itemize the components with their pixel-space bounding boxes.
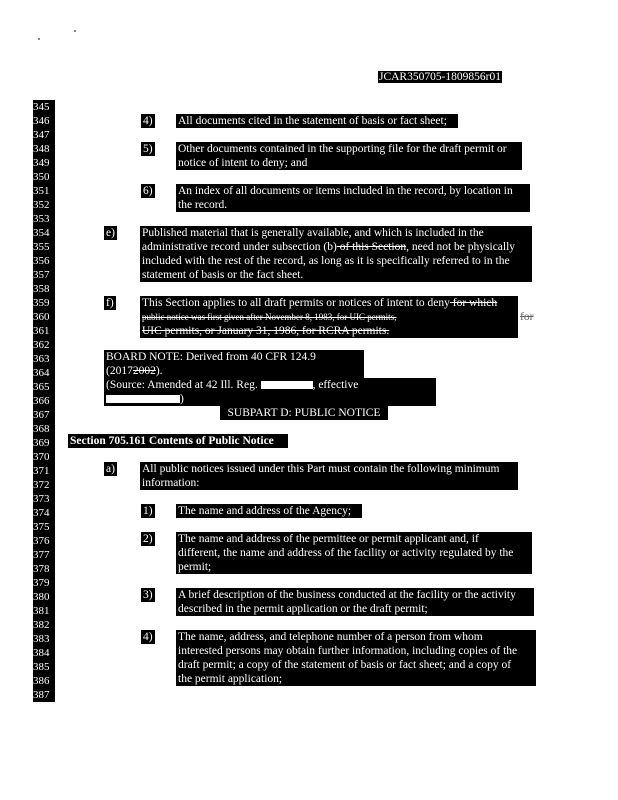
line-number: 346: [33, 114, 55, 128]
subsection-e-line: Published material that is generally available, and which is included in the: [142, 227, 484, 239]
item-4b-line: the permit application;: [178, 673, 283, 685]
line-number: 356: [33, 254, 55, 268]
struck-text: for which: [449, 297, 498, 309]
line-number: 349: [33, 156, 55, 170]
subsection-f-text: [140, 296, 518, 338]
line-number: 381: [33, 604, 55, 618]
subsection-e-line: administrative record under subsection (b) of this Section, need not be physically: [142, 241, 516, 253]
subsection-f-line: [142, 324, 516, 338]
line-number: 378: [33, 562, 55, 576]
scan-speck: [74, 30, 76, 32]
board-note: BOARD NOTE: Derived from 40 CFR 124.9 (20172002).: [104, 350, 364, 378]
item-marker: 1): [143, 505, 153, 517]
blank-field: [261, 381, 313, 389]
scan-speck: [38, 38, 40, 40]
item-4b-line: interested persons may obtain further information, including copies of the: [178, 645, 518, 657]
item-6-line: An index of all documents or items included in the record, by location in: [178, 185, 513, 197]
line-number: 353: [33, 212, 55, 226]
line-number: 354: [33, 226, 55, 240]
line-number: 374: [33, 506, 55, 520]
item-1-text: The name and address of the Agency;: [176, 504, 362, 518]
subsection-a-line: information:: [142, 477, 200, 489]
item-3-line: described in the permit application or the draft permit;: [178, 603, 428, 615]
line-number: 366: [33, 394, 55, 408]
line-number: 377: [33, 548, 55, 562]
line-number: 352: [33, 198, 55, 212]
line-number: 359: [33, 296, 55, 310]
subsection-f-tail: for: [520, 311, 534, 323]
line-number: 345: [33, 100, 55, 114]
line-number: 350: [33, 170, 55, 184]
line-number: 361: [33, 324, 55, 338]
line-number: 347: [33, 128, 55, 142]
line-number: 357: [33, 268, 55, 282]
subsection-marker: a): [106, 463, 115, 475]
item-4b-line: The name, address, and telephone number of a person from whom: [178, 631, 483, 643]
line-number: 370: [33, 450, 55, 464]
subsection-a-text: [140, 462, 518, 490]
line-number: 371: [33, 464, 55, 478]
line-number: 372: [33, 478, 55, 492]
item-marker: 4): [143, 115, 153, 127]
subpart-heading: SUBPART D: PUBLIC NOTICE: [220, 406, 388, 420]
source-note: (Source: Amended at 42 Ill. Reg. , effective ): [104, 378, 436, 406]
subsection-f-line: This Section applies to all draft permits or notices of intent to deny for which: [142, 297, 498, 309]
line-number: 383: [33, 632, 55, 646]
blank-field: [106, 395, 180, 403]
item-4b-line: draft permit; a copy of the statement of basis or fact sheet; and a copy of: [178, 659, 512, 671]
line-number: 386: [33, 674, 55, 688]
item-6-line: the record.: [178, 199, 228, 211]
item-3-line: A brief description of the business conducted at the facility or the activity: [178, 589, 516, 601]
item-6-text: [176, 184, 530, 212]
struck-text: 2002: [132, 365, 156, 377]
line-number: 362: [33, 338, 55, 352]
line-number: 363: [33, 352, 55, 366]
line-number: 355: [33, 240, 55, 254]
document-id-header: JCAR350705-1809856r01: [378, 71, 501, 83]
item-marker: 4): [143, 631, 153, 643]
line-number: 385: [33, 660, 55, 674]
line-number: 368: [33, 422, 55, 436]
line-number: 380: [33, 590, 55, 604]
subsection-e-line: included with the rest of the record, as long as it is specifically referred to in the: [142, 255, 510, 267]
struck-text: public notice was first given after November 8, 1983, for UIC permits,: [142, 312, 397, 322]
subsection-e-text: [140, 226, 532, 282]
line-number: 373: [33, 492, 55, 506]
line-number: 387: [33, 688, 55, 702]
line-number: 382: [33, 618, 55, 632]
item-4-text: All documents cited in the statement of basis or fact sheet;: [176, 114, 458, 128]
item-marker: 2): [143, 533, 153, 545]
line-number: 375: [33, 520, 55, 534]
line-number: 358: [33, 282, 55, 296]
item-2-line: The name and address of the permittee or permit applicant and, if: [178, 533, 479, 545]
item-2-line: different, the name and address of the facility or activity regulated by the: [178, 547, 514, 559]
struck-text: of this Section: [336, 241, 407, 253]
subsection-marker: f): [106, 297, 114, 309]
line-number: 376: [33, 534, 55, 548]
struck-text: UIC permits, or January 31, 1986, for RCRA permits.: [142, 325, 390, 337]
item-5-line: Other documents contained in the supporting file for the draft permit or: [178, 143, 507, 155]
item-2-text: [176, 532, 532, 574]
item-marker: 6): [143, 185, 153, 197]
line-number: 348: [33, 142, 55, 156]
line-number: 365: [33, 380, 55, 394]
item-marker: 5): [143, 143, 153, 155]
item-5-text: [176, 142, 522, 170]
line-number: 351: [33, 184, 55, 198]
line-number: 369: [33, 436, 55, 450]
line-number: 364: [33, 366, 55, 380]
item-marker: 3): [143, 589, 153, 601]
subsection-e-line: statement of basis or the fact sheet.: [142, 269, 304, 281]
item-2-line: permit;: [178, 561, 212, 573]
item-4b-text: [176, 630, 536, 686]
subsection-f-line: [142, 310, 516, 324]
line-number: 360: [33, 310, 55, 324]
line-number: 367: [33, 408, 55, 422]
item-3-text: [176, 588, 534, 616]
section-heading: Section 705.161 Contents of Public Notice: [68, 434, 288, 448]
subsection-a-line: All public notices issued under this Part must contain the following minimum: [142, 463, 500, 475]
line-number: 379: [33, 576, 55, 590]
subsection-marker: e): [106, 227, 115, 239]
item-5-line: notice of intent to deny; and: [178, 157, 308, 169]
line-number: 384: [33, 646, 55, 660]
